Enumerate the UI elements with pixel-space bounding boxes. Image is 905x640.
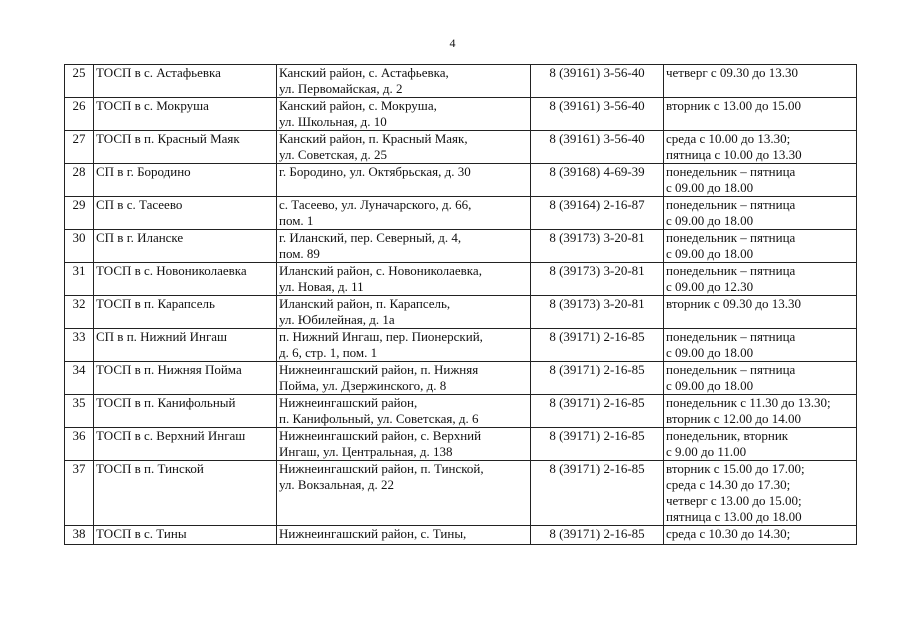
address-line: д. 6, стр. 1, пом. 1 [279,345,378,360]
row-number: 27 [72,131,86,146]
office-name: ТОСП в с. Верхний Ингаш [96,428,246,443]
office-name-cell [94,395,277,428]
row-number-cell [65,461,94,526]
hours-line: с 09.00 до 12.30 [666,279,754,294]
table-row [65,164,857,197]
hours-line: вторник с 15.00 до 17.00; [666,461,805,476]
office-name: СП в п. Нижний Ингаш [96,329,228,344]
phone-cell [531,164,664,197]
address-line: Ингаш, ул. Центральная, д. 138 [279,444,453,459]
address-line: ул. Школьная, д. 10 [279,114,387,129]
address-line: г. Иланский, пер. Северный, д. 4, [279,230,462,245]
row-number-cell [65,197,94,230]
address-cell [277,197,531,230]
row-number: 32 [72,296,86,311]
table-row [65,131,857,164]
row-number-cell [65,263,94,296]
address-line: Канский район, с. Мокруша, [279,98,437,113]
phone-number: 8 (39171) 2-16-85 [549,329,645,344]
address-cell [277,164,531,197]
hours-line: понедельник – пятница [666,164,796,179]
office-name: СП в г. Бородино [96,164,191,179]
address-line: ул. Юбилейная, д. 1а [279,312,395,327]
office-name-cell [94,65,277,98]
address-cell [277,362,531,395]
phone-cell [531,329,664,362]
office-name: ТОСП в п. Канифольный [96,395,236,410]
table-row [65,428,857,461]
hours-line: понедельник – пятница [666,197,796,212]
address-line: ул. Новая, д. 11 [279,279,364,294]
office-name: ТОСП в с. Мокруша [96,98,209,113]
row-number: 37 [72,461,86,476]
row-number: 28 [72,164,86,179]
hours-line: вторник с 09.30 до 13.30 [666,296,801,311]
row-number: 33 [72,329,86,344]
office-name: СП в г. Иланске [96,230,184,245]
office-name-cell [94,329,277,362]
hours-cell [664,395,857,428]
address-line: Нижнеингашский район, [279,395,418,410]
row-number-cell [65,98,94,131]
table-row [65,296,857,329]
table-row [65,526,857,545]
address-cell [277,131,531,164]
address-cell [277,395,531,428]
phone-cell [531,230,664,263]
phone-cell [531,131,664,164]
hours-line: с 09.00 до 18.00 [666,345,754,360]
phone-number: 8 (39173) 3-20-81 [549,296,645,311]
row-number: 38 [72,526,86,541]
row-number: 34 [72,362,86,377]
table-row [65,197,857,230]
office-name: ТОСП в с. Астафьевка [96,65,221,80]
address-line: Нижнеингашский район, п. Нижняя [279,362,479,377]
row-number: 25 [72,65,86,80]
address-line: Иланский район, с. Новониколаевка, [279,263,482,278]
office-name: ТОСП в п. Карапсель [96,296,215,311]
table-row [65,395,857,428]
row-number: 29 [72,197,86,212]
office-name-cell [94,263,277,296]
address-cell [277,65,531,98]
hours-line: понедельник с 11.30 до 13.30; [666,395,831,410]
row-number-cell [65,395,94,428]
offices-table-body [65,65,857,545]
address-line: Нижнеингашский район, с. Верхний [279,428,482,443]
page-number: 4 [449,36,456,50]
address-line: п. Канифольный, ул. Советская, д. 6 [279,411,479,426]
hours-cell [664,230,857,263]
phone-number: 8 (39164) 2-16-87 [549,197,645,212]
hours-cell [664,131,857,164]
hours-line: понедельник, вторник [666,428,789,443]
hours-line: с 09.00 до 18.00 [666,180,754,195]
address-line: Нижнеингашский район, с. Тины, [279,526,467,541]
office-name-cell [94,230,277,263]
table-row [65,329,857,362]
table-row [65,65,857,98]
hours-line: четверг с 09.30 до 13.30 [666,65,799,80]
address-line: Нижнеингашский район, п. Тинской, [279,461,484,476]
hours-cell [664,362,857,395]
phone-number: 8 (39171) 2-16-85 [549,428,645,443]
hours-cell [664,164,857,197]
offices-table [64,64,857,545]
office-name: ТОСП в п. Красный Маяк [96,131,240,146]
office-name-cell [94,362,277,395]
hours-line: с 09.00 до 18.00 [666,378,754,393]
office-name-cell [94,164,277,197]
hours-line: пятница с 10.00 до 13.30 [666,147,802,162]
hours-line: четверг с 13.00 до 15.00; [666,493,802,508]
address-cell [277,428,531,461]
address-cell [277,296,531,329]
hours-line: вторник с 12.00 до 14.00 [666,411,801,426]
phone-number: 8 (39171) 2-16-85 [549,395,645,410]
office-name-cell [94,131,277,164]
phone-number: 8 (39171) 2-16-85 [549,362,645,377]
office-name: ТОСП в с. Новониколаевка [96,263,247,278]
row-number-cell [65,296,94,329]
phone-cell [531,362,664,395]
phone-number: 8 (39161) 3-56-40 [549,131,645,146]
phone-cell [531,296,664,329]
address-line: ул. Вокзальная, д. 22 [279,477,394,492]
row-number-cell [65,131,94,164]
address-line: Канский район, с. Астафьевка, [279,65,449,80]
hours-cell [664,428,857,461]
hours-line: понедельник – пятница [666,329,796,344]
phone-cell [531,263,664,296]
address-line: Канский район, п. Красный Маяк, [279,131,468,146]
hours-line: понедельник – пятница [666,263,796,278]
hours-cell [664,65,857,98]
hours-cell [664,263,857,296]
row-number: 30 [72,230,86,245]
address-line: с. Тасеево, ул. Луначарского, д. 66, [279,197,472,212]
office-name-cell [94,296,277,329]
phone-number: 8 (39168) 4-69-39 [549,164,645,179]
table-row [65,461,857,526]
address-cell [277,230,531,263]
row-number-cell [65,164,94,197]
hours-cell [664,461,857,526]
row-number-cell [65,329,94,362]
address-cell [277,461,531,526]
hours-cell [664,526,857,545]
hours-line: понедельник – пятница [666,362,796,377]
row-number-cell [65,526,94,545]
phone-cell [531,461,664,526]
office-name-cell [94,526,277,545]
address-line: п. Нижний Ингаш, пер. Пионерский, [279,329,483,344]
hours-line: понедельник – пятница [666,230,796,245]
hours-line: с 09.00 до 18.00 [666,213,754,228]
phone-cell [531,98,664,131]
address-line: г. Бородино, ул. Октябрьская, д. 30 [279,164,471,179]
phone-number: 8 (39171) 2-16-85 [549,461,645,476]
address-line: Пойма, ул. Дзержинского, д. 8 [279,378,447,393]
address-line: ул. Первомайская, д. 2 [279,81,403,96]
address-line: ул. Советская, д. 25 [279,147,388,162]
hours-line: вторник с 13.00 до 15.00 [666,98,801,113]
row-number: 26 [72,98,86,113]
table-row [65,98,857,131]
hours-line: среда с 10.30 до 14.30; [666,526,791,541]
hours-cell [664,98,857,131]
phone-number: 8 (39171) 2-16-85 [549,526,645,541]
table-row [65,362,857,395]
hours-line: среда с 14.30 до 17.30; [666,477,791,492]
row-number: 36 [72,428,86,443]
address-cell [277,329,531,362]
row-number-cell [65,362,94,395]
office-name-cell [94,428,277,461]
office-name: ТОСП в с. Тины [96,526,187,541]
address-line: пом. 1 [279,213,314,228]
hours-cell [664,296,857,329]
phone-cell [531,428,664,461]
office-name-cell [94,98,277,131]
phone-cell [531,197,664,230]
address-cell [277,526,531,545]
office-name: ТОСП в п. Тинской [96,461,204,476]
hours-line: среда с 10.00 до 13.30; [666,131,791,146]
phone-cell [531,65,664,98]
table-row [65,263,857,296]
address-line: пом. 89 [279,246,320,261]
office-name: СП в с. Тасеево [96,197,183,212]
row-number-cell [65,230,94,263]
address-cell [277,263,531,296]
hours-cell [664,197,857,230]
phone-number: 8 (39173) 3-20-81 [549,230,645,245]
hours-cell [664,329,857,362]
office-name: ТОСП в п. Нижняя Пойма [96,362,242,377]
phone-number: 8 (39161) 3-56-40 [549,98,645,113]
hours-line: с 9.00 до 11.00 [666,444,747,459]
address-cell [277,98,531,131]
hours-line: с 09.00 до 18.00 [666,246,754,261]
phone-number: 8 (39161) 3-56-40 [549,65,645,80]
row-number: 31 [72,263,86,278]
phone-cell [531,395,664,428]
phone-cell [531,526,664,545]
address-line: Иланский район, п. Карапсель, [279,296,451,311]
table-row [65,230,857,263]
office-name-cell [94,197,277,230]
hours-line: пятница с 13.00 до 18.00 [666,509,802,524]
row-number-cell [65,65,94,98]
row-number-cell [65,428,94,461]
row-number: 35 [72,395,86,410]
office-name-cell [94,461,277,526]
phone-number: 8 (39173) 3-20-81 [549,263,645,278]
